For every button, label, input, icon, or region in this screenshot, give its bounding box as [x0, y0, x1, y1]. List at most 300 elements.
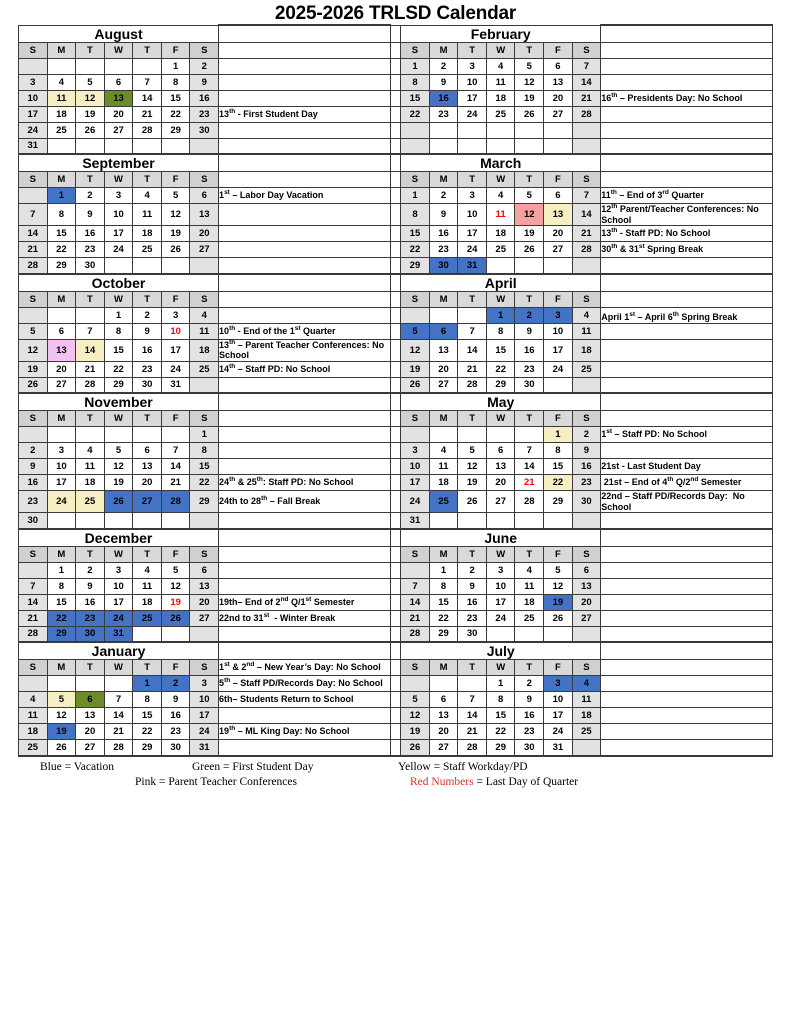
day-cell-november-25: 25	[76, 491, 105, 513]
column-gap	[390, 724, 401, 740]
dow-header-right-0: S	[401, 546, 430, 562]
day-cell-february-18: 18	[486, 90, 515, 106]
notes-cell	[219, 443, 391, 459]
notes-cell	[219, 25, 391, 42]
day-cell-september-17: 17	[104, 226, 133, 242]
day-cell-october-30: 30	[133, 377, 162, 393]
column-gap	[390, 188, 401, 204]
day-cell-empty	[133, 258, 162, 274]
day-cell-january-26: 26	[47, 740, 76, 756]
day-cell-may-30: 30	[572, 491, 601, 513]
notes-cell	[219, 377, 391, 393]
day-cell-april-12: 12	[401, 339, 430, 361]
day-cell-empty	[429, 122, 458, 138]
month-title-february: February	[401, 25, 601, 42]
day-cell-september-10: 10	[104, 204, 133, 226]
day-cell-empty	[76, 427, 105, 443]
dow-header-right-0: S	[401, 411, 430, 427]
day-cell-may-12: 12	[458, 459, 487, 475]
day-cell-february-21: 21	[572, 90, 601, 106]
day-cell-january-14: 14	[104, 708, 133, 724]
day-cell-may-28: 28	[515, 491, 544, 513]
day-cell-october-3: 3	[161, 307, 190, 323]
week-row	[19, 188, 773, 204]
notes-cell	[219, 427, 391, 443]
day-cell-august-5: 5	[76, 74, 105, 90]
notes-cell	[219, 74, 391, 90]
notes-cell	[601, 122, 773, 138]
column-gap	[390, 740, 401, 756]
notes-cell	[601, 594, 773, 610]
day-cell-may-2: 2	[572, 427, 601, 443]
day-cell-march-26: 26	[515, 242, 544, 258]
day-cell-october-13: 13	[47, 339, 76, 361]
dow-header-right-6: S	[572, 42, 601, 58]
day-cell-march-31: 31	[458, 258, 487, 274]
day-cell-august-3: 3	[19, 74, 48, 90]
notes-cell	[219, 154, 391, 172]
column-gap	[390, 122, 401, 138]
day-cell-november-27: 27	[133, 491, 162, 513]
day-cell-november-1: 1	[190, 427, 219, 443]
day-cell-may-11: 11	[429, 459, 458, 475]
column-gap	[390, 411, 401, 427]
day-cell-may-26: 26	[458, 491, 487, 513]
day-cell-november-21: 21	[161, 475, 190, 491]
day-cell-empty	[190, 258, 219, 274]
day-cell-empty	[161, 513, 190, 529]
day-cell-december-31: 31	[104, 626, 133, 642]
day-cell-empty	[161, 138, 190, 154]
dow-header-left-1: M	[47, 172, 76, 188]
day-cell-december-20: 20	[190, 594, 219, 610]
day-cell-empty	[19, 427, 48, 443]
day-cell-july-15: 15	[486, 708, 515, 724]
day-cell-empty	[190, 138, 219, 154]
notes-cell: 22nd to 31st - Winter Break	[219, 610, 391, 626]
dow-header-left-3: W	[104, 42, 133, 58]
day-cell-february-10: 10	[458, 74, 487, 90]
day-cell-march-27: 27	[544, 242, 573, 258]
day-cell-june-26: 26	[544, 610, 573, 626]
day-cell-december-7: 7	[19, 578, 48, 594]
day-cell-march-23: 23	[429, 242, 458, 258]
day-cell-december-26: 26	[161, 610, 190, 626]
dow-header-left-1: M	[47, 411, 76, 427]
notes-cell: 13th - Staff PD: No School	[601, 226, 773, 242]
day-cell-empty	[429, 427, 458, 443]
day-cell-october-25: 25	[190, 361, 219, 377]
day-cell-october-8: 8	[104, 323, 133, 339]
notes-cell: 21st – End of 4th Q/2nd Semester	[601, 475, 773, 491]
day-cell-july-3: 3	[544, 676, 573, 692]
day-cell-september-12: 12	[161, 204, 190, 226]
dow-header-left-1: M	[47, 660, 76, 676]
dow-header-left-6: S	[190, 546, 219, 562]
day-cell-october-12: 12	[19, 339, 48, 361]
notes-cell	[601, 106, 773, 122]
day-cell-november-5: 5	[104, 443, 133, 459]
week-row	[19, 339, 773, 361]
day-cell-june-6: 6	[572, 562, 601, 578]
day-cell-november-8: 8	[190, 443, 219, 459]
day-cell-september-25: 25	[133, 242, 162, 258]
day-cell-august-26: 26	[76, 122, 105, 138]
notes-cell	[601, 361, 773, 377]
day-cell-august-11: 11	[47, 90, 76, 106]
day-cell-january-5: 5	[47, 692, 76, 708]
week-row	[19, 138, 773, 154]
day-cell-july-9: 9	[515, 692, 544, 708]
notes-cell	[219, 258, 391, 274]
dow-header-row	[19, 546, 773, 562]
column-gap	[390, 274, 401, 292]
column-gap	[390, 226, 401, 242]
day-cell-may-10: 10	[401, 459, 430, 475]
day-cell-february-2: 2	[429, 58, 458, 74]
day-cell-january-8: 8	[133, 692, 162, 708]
day-cell-empty	[572, 377, 601, 393]
day-cell-may-17: 17	[401, 475, 430, 491]
day-cell-empty	[458, 307, 487, 323]
day-cell-may-20: 20	[486, 475, 515, 491]
day-cell-april-7: 7	[458, 323, 487, 339]
day-cell-june-29: 29	[429, 626, 458, 642]
dow-header-left-3: W	[104, 660, 133, 676]
day-cell-march-14: 14	[572, 204, 601, 226]
day-cell-august-30: 30	[190, 122, 219, 138]
notes-cell	[219, 138, 391, 154]
dow-header-left-4: T	[133, 660, 162, 676]
day-cell-november-14: 14	[161, 459, 190, 475]
day-cell-december-22: 22	[47, 610, 76, 626]
day-cell-march-2: 2	[429, 188, 458, 204]
dow-header-right-5: F	[544, 172, 573, 188]
notes-cell	[219, 546, 391, 562]
dow-header-left-3: W	[104, 546, 133, 562]
month-title-row	[19, 154, 773, 172]
day-cell-july-25: 25	[572, 724, 601, 740]
dow-header-right-4: T	[515, 42, 544, 58]
day-cell-july-7: 7	[458, 692, 487, 708]
notes-cell: 19th– End of 2nd Q/1st Semester	[219, 594, 391, 610]
day-cell-february-26: 26	[515, 106, 544, 122]
day-cell-empty	[104, 513, 133, 529]
notes-cell: 13th – Parent Teacher Conferences: No School	[219, 339, 391, 361]
day-cell-march-8: 8	[401, 204, 430, 226]
dow-header-left-3: W	[104, 411, 133, 427]
dow-header-left-5: F	[161, 660, 190, 676]
day-cell-march-28: 28	[572, 242, 601, 258]
day-cell-march-17: 17	[458, 226, 487, 242]
day-cell-june-22: 22	[429, 610, 458, 626]
day-cell-april-3: 3	[544, 307, 573, 323]
dow-header-right-3: W	[486, 546, 515, 562]
day-cell-january-19: 19	[47, 724, 76, 740]
week-row	[19, 491, 773, 513]
day-cell-empty	[572, 513, 601, 529]
day-cell-empty	[544, 513, 573, 529]
day-cell-february-16: 16	[429, 90, 458, 106]
day-cell-empty	[515, 138, 544, 154]
dow-header-left-0: S	[19, 660, 48, 676]
day-cell-april-23: 23	[515, 361, 544, 377]
column-gap	[390, 291, 401, 307]
dow-header-right-3: W	[486, 42, 515, 58]
month-title-row	[19, 642, 773, 660]
day-cell-december-3: 3	[104, 562, 133, 578]
notes-cell: 13th - First Student Day	[219, 106, 391, 122]
notes-cell: 1st & 2nd – New Year’s Day: No School	[219, 660, 391, 676]
day-cell-march-15: 15	[401, 226, 430, 242]
notes-cell	[219, 242, 391, 258]
notes-cell: 11th – End of 3rd Quarter	[601, 188, 773, 204]
day-cell-november-20: 20	[133, 475, 162, 491]
day-cell-september-27: 27	[190, 242, 219, 258]
day-cell-january-7: 7	[104, 692, 133, 708]
day-cell-february-17: 17	[458, 90, 487, 106]
day-cell-february-9: 9	[429, 74, 458, 90]
day-cell-empty	[486, 258, 515, 274]
day-cell-july-18: 18	[572, 708, 601, 724]
day-cell-september-24: 24	[104, 242, 133, 258]
day-cell-may-18: 18	[429, 475, 458, 491]
day-cell-january-28: 28	[104, 740, 133, 756]
week-row	[19, 708, 773, 724]
column-gap	[390, 578, 401, 594]
day-cell-empty	[458, 138, 487, 154]
day-cell-august-28: 28	[133, 122, 162, 138]
day-cell-october-22: 22	[104, 361, 133, 377]
column-gap	[390, 204, 401, 226]
notes-cell	[219, 642, 391, 660]
day-cell-may-5: 5	[458, 443, 487, 459]
dow-header-left-4: T	[133, 42, 162, 58]
dow-header-left-0: S	[19, 42, 48, 58]
month-title-row	[19, 529, 773, 547]
month-title-row	[19, 25, 773, 42]
dow-header-left-1: M	[47, 546, 76, 562]
day-cell-february-15: 15	[401, 90, 430, 106]
day-cell-may-22: 22	[544, 475, 573, 491]
day-cell-april-11: 11	[572, 323, 601, 339]
day-cell-december-2: 2	[76, 562, 105, 578]
day-cell-november-12: 12	[104, 459, 133, 475]
day-cell-october-27: 27	[47, 377, 76, 393]
day-cell-empty	[572, 626, 601, 642]
day-cell-september-21: 21	[19, 242, 48, 258]
dow-header-left-5: F	[161, 291, 190, 307]
notes-cell	[219, 58, 391, 74]
day-cell-july-31: 31	[544, 740, 573, 756]
day-cell-empty	[133, 513, 162, 529]
notes-cell: 6th– Students Return to School	[219, 692, 391, 708]
dow-header-left-5: F	[161, 172, 190, 188]
day-cell-june-24: 24	[486, 610, 515, 626]
day-cell-october-26: 26	[19, 377, 48, 393]
day-cell-empty	[458, 122, 487, 138]
day-cell-empty	[133, 626, 162, 642]
column-gap	[390, 172, 401, 188]
day-cell-august-8: 8	[161, 74, 190, 90]
day-cell-september-29: 29	[47, 258, 76, 274]
day-cell-june-17: 17	[486, 594, 515, 610]
day-cell-april-2: 2	[515, 307, 544, 323]
day-cell-september-3: 3	[104, 188, 133, 204]
day-cell-october-29: 29	[104, 377, 133, 393]
day-cell-september-11: 11	[133, 204, 162, 226]
dow-header-left-2: T	[76, 660, 105, 676]
column-gap	[390, 626, 401, 642]
day-cell-empty	[104, 676, 133, 692]
day-cell-june-2: 2	[458, 562, 487, 578]
dow-header-right-2: T	[458, 660, 487, 676]
day-cell-empty	[544, 626, 573, 642]
day-cell-january-21: 21	[104, 724, 133, 740]
day-cell-january-23: 23	[161, 724, 190, 740]
day-cell-may-21: 21	[515, 475, 544, 491]
day-cell-march-21: 21	[572, 226, 601, 242]
day-cell-empty	[486, 427, 515, 443]
day-cell-september-4: 4	[133, 188, 162, 204]
day-cell-november-15: 15	[190, 459, 219, 475]
day-cell-empty	[544, 122, 573, 138]
day-cell-august-10: 10	[19, 90, 48, 106]
notes-cell	[219, 393, 391, 411]
legend-yellow: Yellow = Staff Workday/PD	[398, 760, 528, 773]
day-cell-empty	[133, 427, 162, 443]
dow-header-right-4: T	[515, 546, 544, 562]
day-cell-july-30: 30	[515, 740, 544, 756]
dow-header-right-2: T	[458, 411, 487, 427]
day-cell-january-13: 13	[76, 708, 105, 724]
day-cell-empty	[47, 58, 76, 74]
day-cell-empty	[401, 427, 430, 443]
day-cell-march-4: 4	[486, 188, 515, 204]
day-cell-january-15: 15	[133, 708, 162, 724]
day-cell-february-7: 7	[572, 58, 601, 74]
notes-cell	[601, 676, 773, 692]
day-cell-empty	[19, 58, 48, 74]
day-cell-empty	[429, 676, 458, 692]
dow-header-left-2: T	[76, 411, 105, 427]
day-cell-january-4: 4	[19, 692, 48, 708]
day-cell-empty	[429, 513, 458, 529]
day-cell-august-25: 25	[47, 122, 76, 138]
day-cell-march-29: 29	[401, 258, 430, 274]
day-cell-empty	[161, 427, 190, 443]
day-cell-may-24: 24	[401, 491, 430, 513]
column-gap	[390, 546, 401, 562]
dow-header-right-0: S	[401, 660, 430, 676]
day-cell-empty	[104, 427, 133, 443]
column-gap	[390, 154, 401, 172]
notes-cell: 21st - Last Student Day	[601, 459, 773, 475]
day-cell-july-8: 8	[486, 692, 515, 708]
column-gap	[390, 642, 401, 660]
notes-cell: 1st – Labor Day Vacation	[219, 188, 391, 204]
day-cell-june-7: 7	[401, 578, 430, 594]
notes-cell	[601, 660, 773, 676]
day-cell-october-9: 9	[133, 323, 162, 339]
notes-cell	[219, 42, 391, 58]
day-cell-april-1: 1	[486, 307, 515, 323]
day-cell-november-22: 22	[190, 475, 219, 491]
day-cell-july-16: 16	[515, 708, 544, 724]
day-cell-october-1: 1	[104, 307, 133, 323]
dow-header-right-1: M	[429, 546, 458, 562]
day-cell-december-25: 25	[133, 610, 162, 626]
dow-header-left-6: S	[190, 660, 219, 676]
notes-cell	[219, 172, 391, 188]
notes-cell: 1st – Staff PD: No School	[601, 427, 773, 443]
day-cell-july-11: 11	[572, 692, 601, 708]
column-gap	[390, 339, 401, 361]
day-cell-january-31: 31	[190, 740, 219, 756]
day-cell-november-24: 24	[47, 491, 76, 513]
notes-cell	[601, 529, 773, 547]
notes-cell	[219, 459, 391, 475]
day-cell-december-6: 6	[190, 562, 219, 578]
day-cell-january-30: 30	[161, 740, 190, 756]
day-cell-july-4: 4	[572, 676, 601, 692]
day-cell-empty	[572, 740, 601, 756]
dow-header-right-0: S	[401, 291, 430, 307]
day-cell-july-26: 26	[401, 740, 430, 756]
day-cell-august-7: 7	[133, 74, 162, 90]
day-cell-october-10: 10	[161, 323, 190, 339]
day-cell-march-13: 13	[544, 204, 573, 226]
legend	[0, 757, 791, 791]
day-cell-august-22: 22	[161, 106, 190, 122]
day-cell-april-9: 9	[515, 323, 544, 339]
week-row	[19, 578, 773, 594]
day-cell-empty	[515, 513, 544, 529]
dow-header-right-1: M	[429, 42, 458, 58]
day-cell-empty	[104, 138, 133, 154]
column-gap	[390, 307, 401, 323]
day-cell-october-19: 19	[19, 361, 48, 377]
day-cell-december-11: 11	[133, 578, 162, 594]
dow-header-right-0: S	[401, 42, 430, 58]
day-cell-empty	[401, 122, 430, 138]
month-title-may: May	[401, 393, 601, 411]
day-cell-october-28: 28	[76, 377, 105, 393]
day-cell-empty	[104, 58, 133, 74]
day-cell-september-1: 1	[47, 188, 76, 204]
notes-cell	[601, 323, 773, 339]
day-cell-empty	[47, 307, 76, 323]
day-cell-november-30: 30	[19, 513, 48, 529]
dow-header-right-2: T	[458, 172, 487, 188]
dow-header-right-5: F	[544, 660, 573, 676]
notes-cell	[219, 626, 391, 642]
day-cell-january-10: 10	[190, 692, 219, 708]
day-cell-empty	[572, 122, 601, 138]
dow-header-right-4: T	[515, 660, 544, 676]
day-cell-october-14: 14	[76, 339, 105, 361]
day-cell-october-24: 24	[161, 361, 190, 377]
day-cell-june-14: 14	[401, 594, 430, 610]
column-gap	[390, 323, 401, 339]
day-cell-april-14: 14	[458, 339, 487, 361]
day-cell-may-19: 19	[458, 475, 487, 491]
legend-row-2	[0, 776, 791, 791]
notes-cell	[219, 226, 391, 242]
dow-header-row	[19, 42, 773, 58]
day-cell-april-24: 24	[544, 361, 573, 377]
day-cell-december-13: 13	[190, 578, 219, 594]
